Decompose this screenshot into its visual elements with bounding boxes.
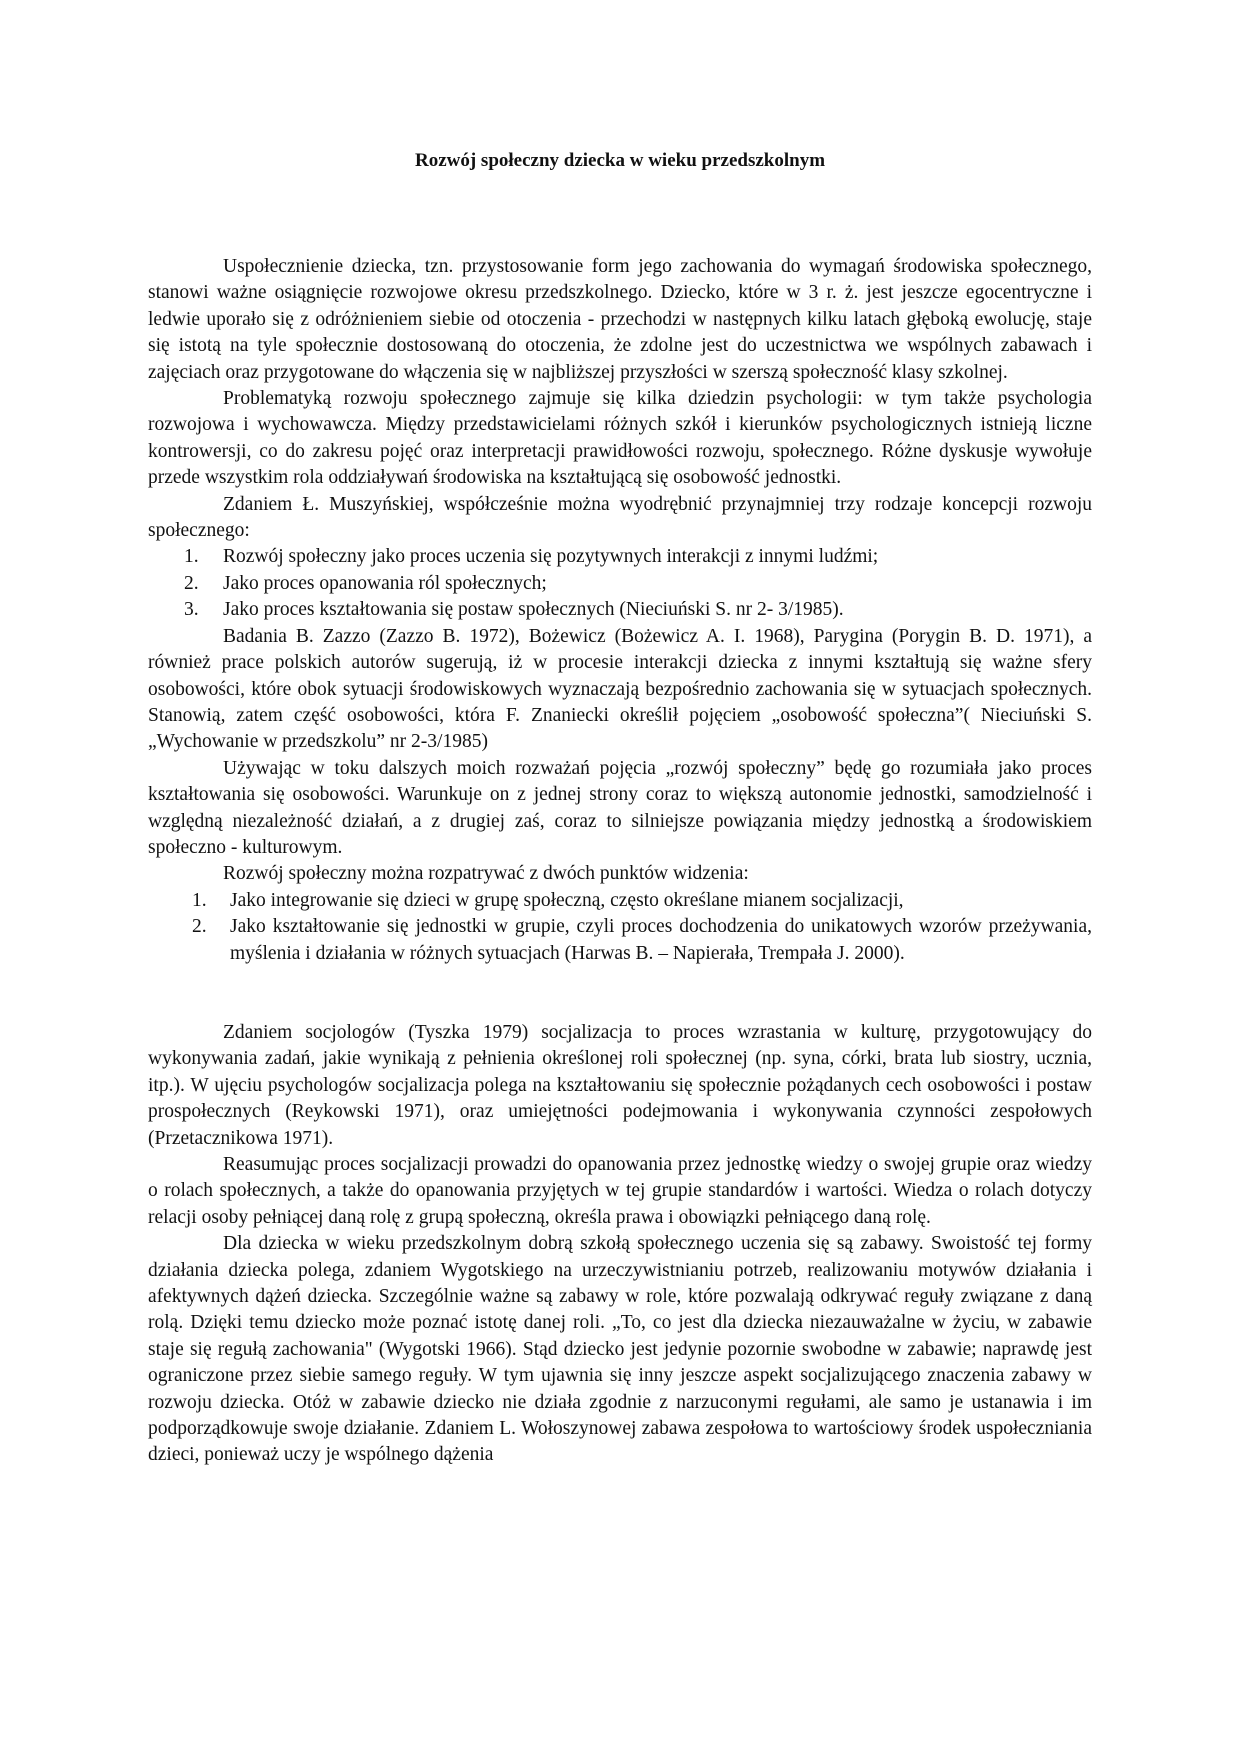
list-item bbox=[148, 571, 1092, 597]
list-item bbox=[148, 597, 1092, 623]
viewpoints-list bbox=[148, 888, 1092, 967]
list-item-text: Jako kształtowanie się jednostki w grupie, czyli proces dochodzenia do unikatowych wzorów przeżywania, myślenia i działania w różnych sytuacjach (Harwas B. – Napierała, Trempała J. 2000). bbox=[230, 916, 1092, 964]
list-item-text: Jako proces kształtowania się postaw społecznych (Nieciuński S. nr 2- 3/1985). bbox=[223, 599, 844, 621]
list-number: 1. bbox=[184, 546, 199, 568]
concepts-list bbox=[148, 544, 1092, 623]
list-number: 3. bbox=[184, 599, 199, 621]
list-item-text: Rozwój społeczny jako proces uczenia się pozytywnych interakcji z innymi ludźmi; bbox=[223, 546, 879, 568]
section-gap bbox=[148, 967, 1092, 1020]
list-number: 1. bbox=[192, 889, 207, 911]
list-number: 2. bbox=[184, 572, 199, 594]
paragraph: Reasumując proces socjalizacji prowadzi do opanowania przez jednostkę wiedzy o swojej grupie oraz wiedzy o rolach społecznych, a także do opanowania przyjętych w tej grupie standardów i wartości. Wiedza o rolach dotyczy relacji osoby pełniącej daną rolę z grupą społeczną, określa prawa i obowiązki pełniącego daną rolę. bbox=[148, 1154, 1092, 1228]
list-item-text: Jako integrowanie się dzieci w grupę społeczną, często określane mianem socjalizacji, bbox=[230, 889, 904, 911]
document-body bbox=[148, 254, 1092, 1469]
paragraph: Uspołecznienie dziecka, tzn. przystosowanie form jego zachowania do wymagań środowiska społecznego, stanowi ważne osiągnięcie rozwojowe okresu przedszkolnego. Dziecko, które w 3 r. ż. jest jeszcze egocentryczne i ledwie uporało się z odróżnieniem siebie od otoczenia - przechodzi w następnych kilku latach głęboką ewolucję, staje się istotą na tyle społecznie dostosowaną do otoczenia, że zdolne jest do uczestnictwa we wspólnych zabawach i zajęciach oraz przygotowane do włączenia się w najbliższej przyszłości w szerszą społeczność klasy szkolnej. bbox=[148, 256, 1092, 383]
paragraph: Używając w toku dalszych moich rozważań pojęcia „rozwój społeczny” będę go rozumiała jako proces kształtowania się osobowości. Warunkuje on z jednej strony coraz to większą autonomie jednostki, samodzielność i względną niezależność działań, a z drugiej zaś, coraz to silniejsze powiązania między jednostką a środowiskiem społeczno - kulturowym. bbox=[148, 757, 1092, 858]
list-item bbox=[148, 888, 1092, 914]
paragraph: Badania B. Zazzo (Zazzo B. 1972), Bożewicz (Bożewicz A. I. 1968), Parygina (Porygin B. D. 1971), a również prace polskich autorów sugerują, iż w procesie interakcji dziecka z innymi kształtują się ważne sfery osobowości, które obok sytuacji środowiskowych wyznaczają bezpośrednio zachowania się w sytuacjach społecznych. Stanowią, zatem część osobowości, która F. Znaniecki określił pojęciem „osobowość społeczna”( Nieciuński S. „Wychowanie w przedszkolu” nr 2-3/1985) bbox=[148, 625, 1092, 753]
paragraph: Problematyką rozwoju społecznego zajmuje się kilka dziedzin psychologii: w tym także psychologia rozwojowa i wychowawcza. Między przedstawicielami różnych szkół i kierunków psychologicznych istnieją liczne kontrowersji, co do zakresu pojęć oraz interpretacji prawidłowości rozwoju, społecznego. Różne dyskusje wywołuje przede wszystkim rola oddziaływań środowiska na kształtującą się osobowość jednostki. bbox=[148, 388, 1092, 489]
list-item bbox=[148, 544, 1092, 570]
list-item bbox=[148, 914, 1092, 967]
paragraph: Zdaniem Ł. Muszyńskiej, współcześnie można wyodrębnić przynajmniej trzy rodzaje koncepcji rozwoju społecznego: bbox=[148, 493, 1092, 542]
list-item-text: Jako proces opanowania ról społecznych; bbox=[223, 572, 547, 594]
list-number: 2. bbox=[192, 916, 207, 938]
paragraph: Rozwój społeczny można rozpatrywać z dwóch punktów widzenia: bbox=[223, 863, 749, 885]
paragraph: Dla dziecka w wieku przedszkolnym dobrą szkołą społecznego uczenia się są zabawy. Swoistość tej formy działania dziecka polega, zdaniem Wygotskiego na urzeczywistnianiu potrzeb, realizowaniu motywów działania i afektywnych dążeń dziecka. Szczególnie ważne są zabawy w role, które pozwalają odkrywać reguły związane z daną rolą. Dzięki temu dziecko może poznać istotę danej roli. „To, co jest dla dziecka niezauważalne w życiu, w zabawie staje się regułą zachowania" (Wygotski 1966). Stąd dziecko jest jedynie pozornie swobodne w zabawie; naprawdę jest ograniczone przez siebie samego reguły. W tym ujawnia się inny jeszcze aspekt socjalizującego znaczenia zabawy w rozwoju dziecka. Otóż w zabawie dziecko nie działa zgodnie z narzuconymi regułami, ale samo je ustanawia i im podporządkowuje swoje działanie. Zdaniem L. Wołoszynowej zabawa zespołowa to wartościowy środek uspołeczniania dzieci, ponieważ uczy je wspólnego dążenia bbox=[148, 1233, 1092, 1466]
paragraph: Zdaniem socjologów (Tyszka 1979) socjalizacja to proces wzrastania w kulturę, przygotowujący do wykonywania zadań, jakie wynikają z pełnienia określonej roli społecznej (np. syna, córki, brata lub siostry, ucznia, itp.). W ujęciu psychologów socjalizacja polega na kształtowaniu się społecznie pożądanych cech osobowości i postaw prospołecznych (Reykowski 1971), oraz umiejętności podejmowania i wykonywania czynności zespołowych (Przetacznikowa 1971). bbox=[148, 1021, 1092, 1149]
page-title: Rozwój społeczny dziecka w wieku przedszkolnym bbox=[414, 150, 826, 171]
